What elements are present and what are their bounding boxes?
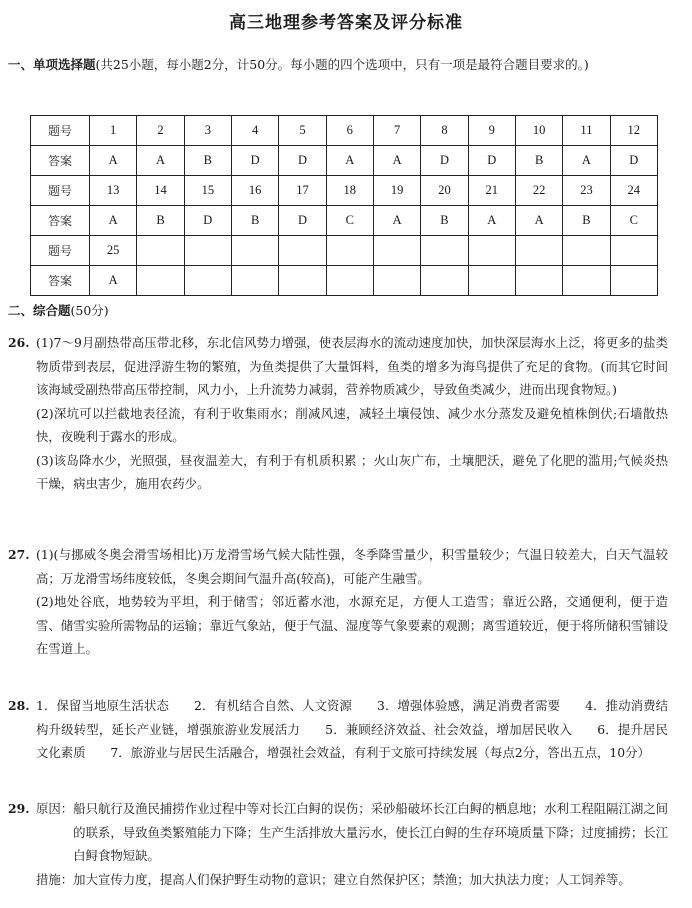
question-number-cell: 1: [90, 116, 137, 146]
section1-header: [8, 52, 678, 78]
row-label-question: 题号: [31, 236, 90, 266]
answer-cell: [279, 266, 326, 296]
answer-cell: [373, 266, 420, 296]
answer-cell: [515, 266, 562, 296]
answer-cell: A: [373, 206, 420, 236]
answer-cell: A: [137, 146, 184, 176]
q29-reason: 船只航行及渔民捕捞作业过程中等对长江白鲟的误伤；采砂船破坏长江白鲟的栖息地；水利工程阻隔江湖之间的联系，导致鱼类繁殖能力下降；生产生活排放大量污水，使长江白鲟的生存环境质量下降；过度捕捞；长江白鲟食物短缺。: [73, 801, 668, 863]
section2-points: (50分): [70, 303, 109, 318]
question-number-cell: 6: [326, 116, 373, 146]
question-number-cell: [563, 236, 610, 266]
q26-block: [36, 331, 668, 496]
answer-cell: D: [231, 146, 278, 176]
q29-number: 29.: [8, 801, 30, 816]
q27-part1: (1)(与挪威冬奥会滑雪场相比)万龙滑雪场气候大陆性强，冬季降雪量少，积雪量较少；气温日较差大，白天气温较高；万龙滑雪场纬度较低，冬奥会期间气温升高(较高)，可能产生融雪。: [36, 547, 668, 586]
question-number-row: [31, 236, 658, 266]
question-number-row: [31, 176, 658, 206]
question-number-cell: 5: [279, 116, 326, 146]
answer-cell: A: [90, 146, 137, 176]
question-number-cell: 21: [468, 176, 515, 206]
answer-cell: A: [468, 206, 515, 236]
answer-cell: D: [279, 206, 326, 236]
answer-cell: D: [421, 146, 468, 176]
question-number-cell: 12: [610, 116, 657, 146]
q29-measure: 加大宣传力度，提高人们保护野生动物的意识；建立自然保护区；禁渔；加大执法力度；人工饲养等。: [73, 871, 631, 887]
q28-number: 28.: [8, 698, 30, 713]
section1-intro: (共25小题，每小题2分，计50分。每小题的四个选项中，只有一项是最符合题目要求的。): [95, 57, 589, 72]
question-number-cell: 2: [137, 116, 184, 146]
answer-row: [31, 146, 658, 176]
question-number-cell: 10: [515, 116, 562, 146]
question-number-cell: 7: [373, 116, 420, 146]
answer-cell: [421, 266, 468, 296]
row-label-answer: 答案: [31, 206, 90, 236]
answer-cell: [468, 266, 515, 296]
answer-cell: [610, 266, 657, 296]
answer-cell: [184, 266, 231, 296]
question-number-cell: [421, 236, 468, 266]
question-number-cell: [184, 236, 231, 266]
q26-part3: (3)该岛降水少，光照强，昼夜温差大，有利于有机质积累 ；火山灰广布，土壤肥沃，避免了化肥的滥用;气候炎热干燥，病虫害少，施用农药少。: [36, 452, 668, 491]
answer-cell: [326, 266, 373, 296]
question-number-cell: [231, 236, 278, 266]
answer-table: [30, 115, 658, 296]
q29-block: [36, 797, 668, 891]
answer-cell: A: [563, 146, 610, 176]
answer-cell: D: [610, 146, 657, 176]
section1-heading: 一、单项选择题: [8, 57, 96, 72]
answer-row: [31, 206, 658, 236]
question-number-cell: [515, 236, 562, 266]
answer-cell: C: [326, 206, 373, 236]
answer-cell: B: [421, 206, 468, 236]
question-number-cell: 25: [90, 236, 137, 266]
q29-measure-label: 措施：: [36, 871, 74, 887]
section2-header: [8, 300, 109, 322]
row-label-answer: 答案: [31, 266, 90, 296]
question-number-cell: [610, 236, 657, 266]
question-number-cell: 4: [231, 116, 278, 146]
answer-cell: B: [515, 146, 562, 176]
question-number-cell: 16: [231, 176, 278, 206]
question-number-cell: 9: [468, 116, 515, 146]
answer-cell: C: [610, 206, 657, 236]
answer-cell: A: [90, 266, 137, 296]
answer-cell: B: [184, 146, 231, 176]
page-title: 高三地理参考答案及评分标准: [229, 13, 463, 33]
question-number-cell: [326, 236, 373, 266]
q27-block: [36, 543, 668, 661]
question-number-row: [31, 116, 658, 146]
answer-cell: [563, 266, 610, 296]
question-number-cell: 23: [563, 176, 610, 206]
question-number-cell: 18: [326, 176, 373, 206]
q29-reason-row: [36, 797, 668, 868]
q26-part2: (2)深坑可以拦截地表径流，有利于收集雨水；削减风速，减轻土壤侵蚀、减少水分蒸发及避免植株倒伏;石墙散热快，夜晚利于露水的形成。: [36, 405, 668, 444]
question-number-cell: 20: [421, 176, 468, 206]
question-number-cell: [468, 236, 515, 266]
question-number-cell: 17: [279, 176, 326, 206]
answer-cell: D: [468, 146, 515, 176]
answer-cell: D: [184, 206, 231, 236]
answer-cell: A: [515, 206, 562, 236]
answer-cell: D: [279, 146, 326, 176]
answer-cell: B: [231, 206, 278, 236]
row-label-question: 题号: [31, 116, 90, 146]
q26-part1: (1)7～9月副热带高压带北移，东北信风势力增强，使表层海水的流动速度加快，加快深层海水上泛，将更多的盐类物质带到表层，促进浮游生物的繁殖，为鱼类提供了大量饵料，鱼类的增多为海鸟提供了充足的食物。(而其它时间该海域受副热带高压带控制，风力小，上升流势力减弱，营养物质减少，导致鱼类减少，进而出现食物短。): [36, 335, 668, 397]
answer-cell: B: [563, 206, 610, 236]
answer-cell: [231, 266, 278, 296]
question-number-cell: 11: [563, 116, 610, 146]
answer-cell: A: [373, 146, 420, 176]
question-number-cell: 3: [184, 116, 231, 146]
answer-cell: [137, 266, 184, 296]
question-number-cell: [279, 236, 326, 266]
q28-block: [36, 694, 668, 765]
answer-cell: A: [90, 206, 137, 236]
q29-reason-label: 原因：: [36, 801, 74, 816]
q27-number: 27.: [8, 547, 30, 562]
question-number-cell: 13: [90, 176, 137, 206]
q28-text: 1．保留当地原生活状态 2．有机结合自然、人文资源 3．增强体验感，满足消费者需要 4．推动消费结构升级转型，延长产业链，增强旅游业发展活力 5．兼顾经济效益、社会效益，增加居民收入 6．提升居民文化素质 7．旅游业与居民生活融合，增强社会效益，有利于文旅可持续发展（每点2分，答出五点，10分）: [36, 698, 668, 760]
question-number-cell: [373, 236, 420, 266]
question-number-cell: [137, 236, 184, 266]
question-number-cell: 19: [373, 176, 420, 206]
answer-cell: B: [137, 206, 184, 236]
q29-measure-row: [36, 868, 668, 892]
question-number-cell: 15: [184, 176, 231, 206]
row-label-question: 题号: [31, 176, 90, 206]
section2-heading: 二、综合题: [8, 303, 71, 318]
question-number-cell: 14: [137, 176, 184, 206]
answer-cell: A: [326, 146, 373, 176]
row-label-answer: 答案: [31, 146, 90, 176]
question-number-cell: 8: [421, 116, 468, 146]
q26-number: 26.: [8, 335, 30, 350]
answer-row: [31, 266, 658, 296]
question-number-cell: 22: [515, 176, 562, 206]
q27-part2: (2)地处谷底，地势较为平坦，利于储雪；邻近蓄水池，水源充足，方便人工造雪；靠近公路，交通便利，便于造雪、储雪实验所需物品的运输；靠近气象站，便于气温、湿度等气象要素的观测；离雪道较近，便于将所储积雪铺设在雪道上。: [36, 594, 668, 656]
question-number-cell: 24: [610, 176, 657, 206]
